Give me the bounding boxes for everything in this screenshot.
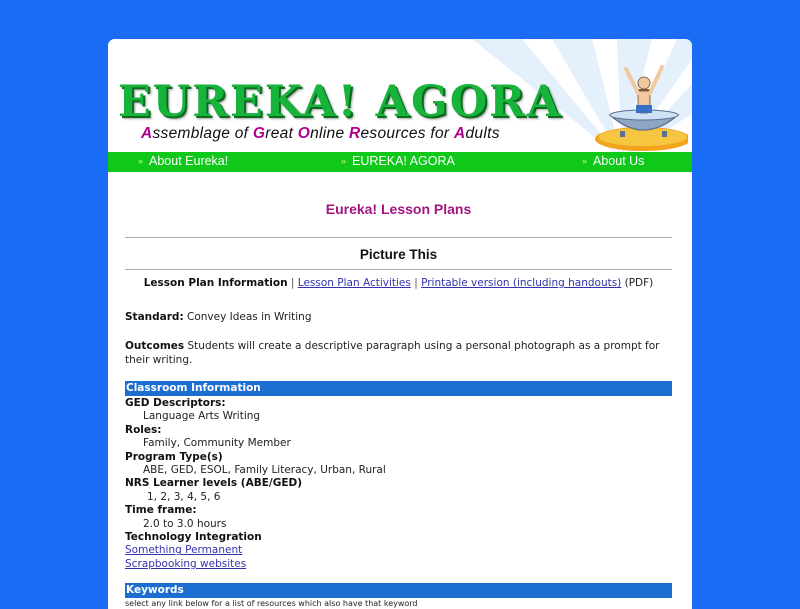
keywords-header: Keywords [125,583,672,598]
double-arrow-icon: » [341,156,347,166]
nav-label: About Eureka! [149,154,229,168]
tagline-cap: G [252,125,266,142]
tagline-text: esources for [360,125,454,142]
lesson-plan-links [125,277,672,291]
outcomes-value: Students will create a descriptive paragraph using a personal photograph as a prompt for their writing. [125,340,660,366]
pdf-note: (PDF) [624,277,654,289]
roles-value: Family, Community Member [143,437,291,450]
double-arrow-icon: » [582,156,588,166]
nav-about-eureka[interactable] [138,154,228,168]
nrs-levels-value: 1, 2, 3, 4, 5, 6 [147,490,221,503]
divider [125,269,672,270]
something-permanent-link[interactable]: Something Permanent [125,544,243,557]
standard-row [125,310,672,324]
tagline-cap: O [297,125,311,142]
tagline-text: dults [465,125,500,142]
program-type-label: Program Type(s) [125,450,223,463]
standard-label: Standard: [125,311,184,323]
current-section-label: Lesson Plan Information [143,277,288,289]
site-logo-title[interactable]: EUREKA! AGORA [118,77,563,127]
classroom-information [125,397,672,571]
main-content [108,201,692,608]
time-frame-label: Time frame: [125,504,197,517]
lesson-title: Picture This [359,247,438,262]
classroom-information-header: Classroom Information [125,381,672,396]
outcomes-row [125,339,672,367]
printable-version-link[interactable]: Printable version (including handouts) [421,277,622,289]
nav-eureka-agora[interactable] [341,154,455,168]
tagline-cap: A [141,125,153,142]
tagline-text: ssemblage of [152,125,253,142]
tagline-cap: R [349,125,361,142]
roles-label: Roles: [125,423,162,436]
tagline-text: nline [310,125,349,142]
tagline-cap: A [454,125,466,142]
lesson-plan-activities-link[interactable]: Lesson Plan Activities [297,277,411,289]
technology-integration-label: Technology Integration [125,531,262,544]
page-heading: Eureka! Lesson Plans [325,201,472,217]
separator: | [414,277,418,289]
page-container [108,39,692,609]
nav-about-us[interactable] [582,154,644,168]
divider [125,237,672,238]
ged-descriptors-label: GED Descriptors: [125,397,226,409]
site-banner [108,39,692,152]
program-type-value: ABE, GED, ESOL, Family Literacy, Urban, Rural [143,464,386,477]
time-frame-value: 2.0 to 3.0 hours [143,517,227,530]
archimedes-bathtub-icon [588,53,688,151]
double-arrow-icon: » [138,156,144,166]
site-tagline [141,125,500,143]
nav-label: EUREKA! AGORA [352,154,455,168]
ged-descriptors-value: Language Arts Writing [143,410,261,423]
standard-value: Convey Ideas in Writing [186,311,312,323]
scrapbooking-websites-link[interactable]: Scrapbooking websites [125,557,247,570]
top-nav-bar [108,152,692,172]
nrs-levels-label: NRS Learner levels (ABE/GED) [125,477,303,490]
nav-label: About Us [593,154,645,168]
outcomes-label: Outcomes [125,340,185,352]
separator: | [290,277,295,289]
keywords-note: select any link below for a list of resources which also have that keyword [125,599,418,609]
tagline-text: reat [265,125,298,142]
